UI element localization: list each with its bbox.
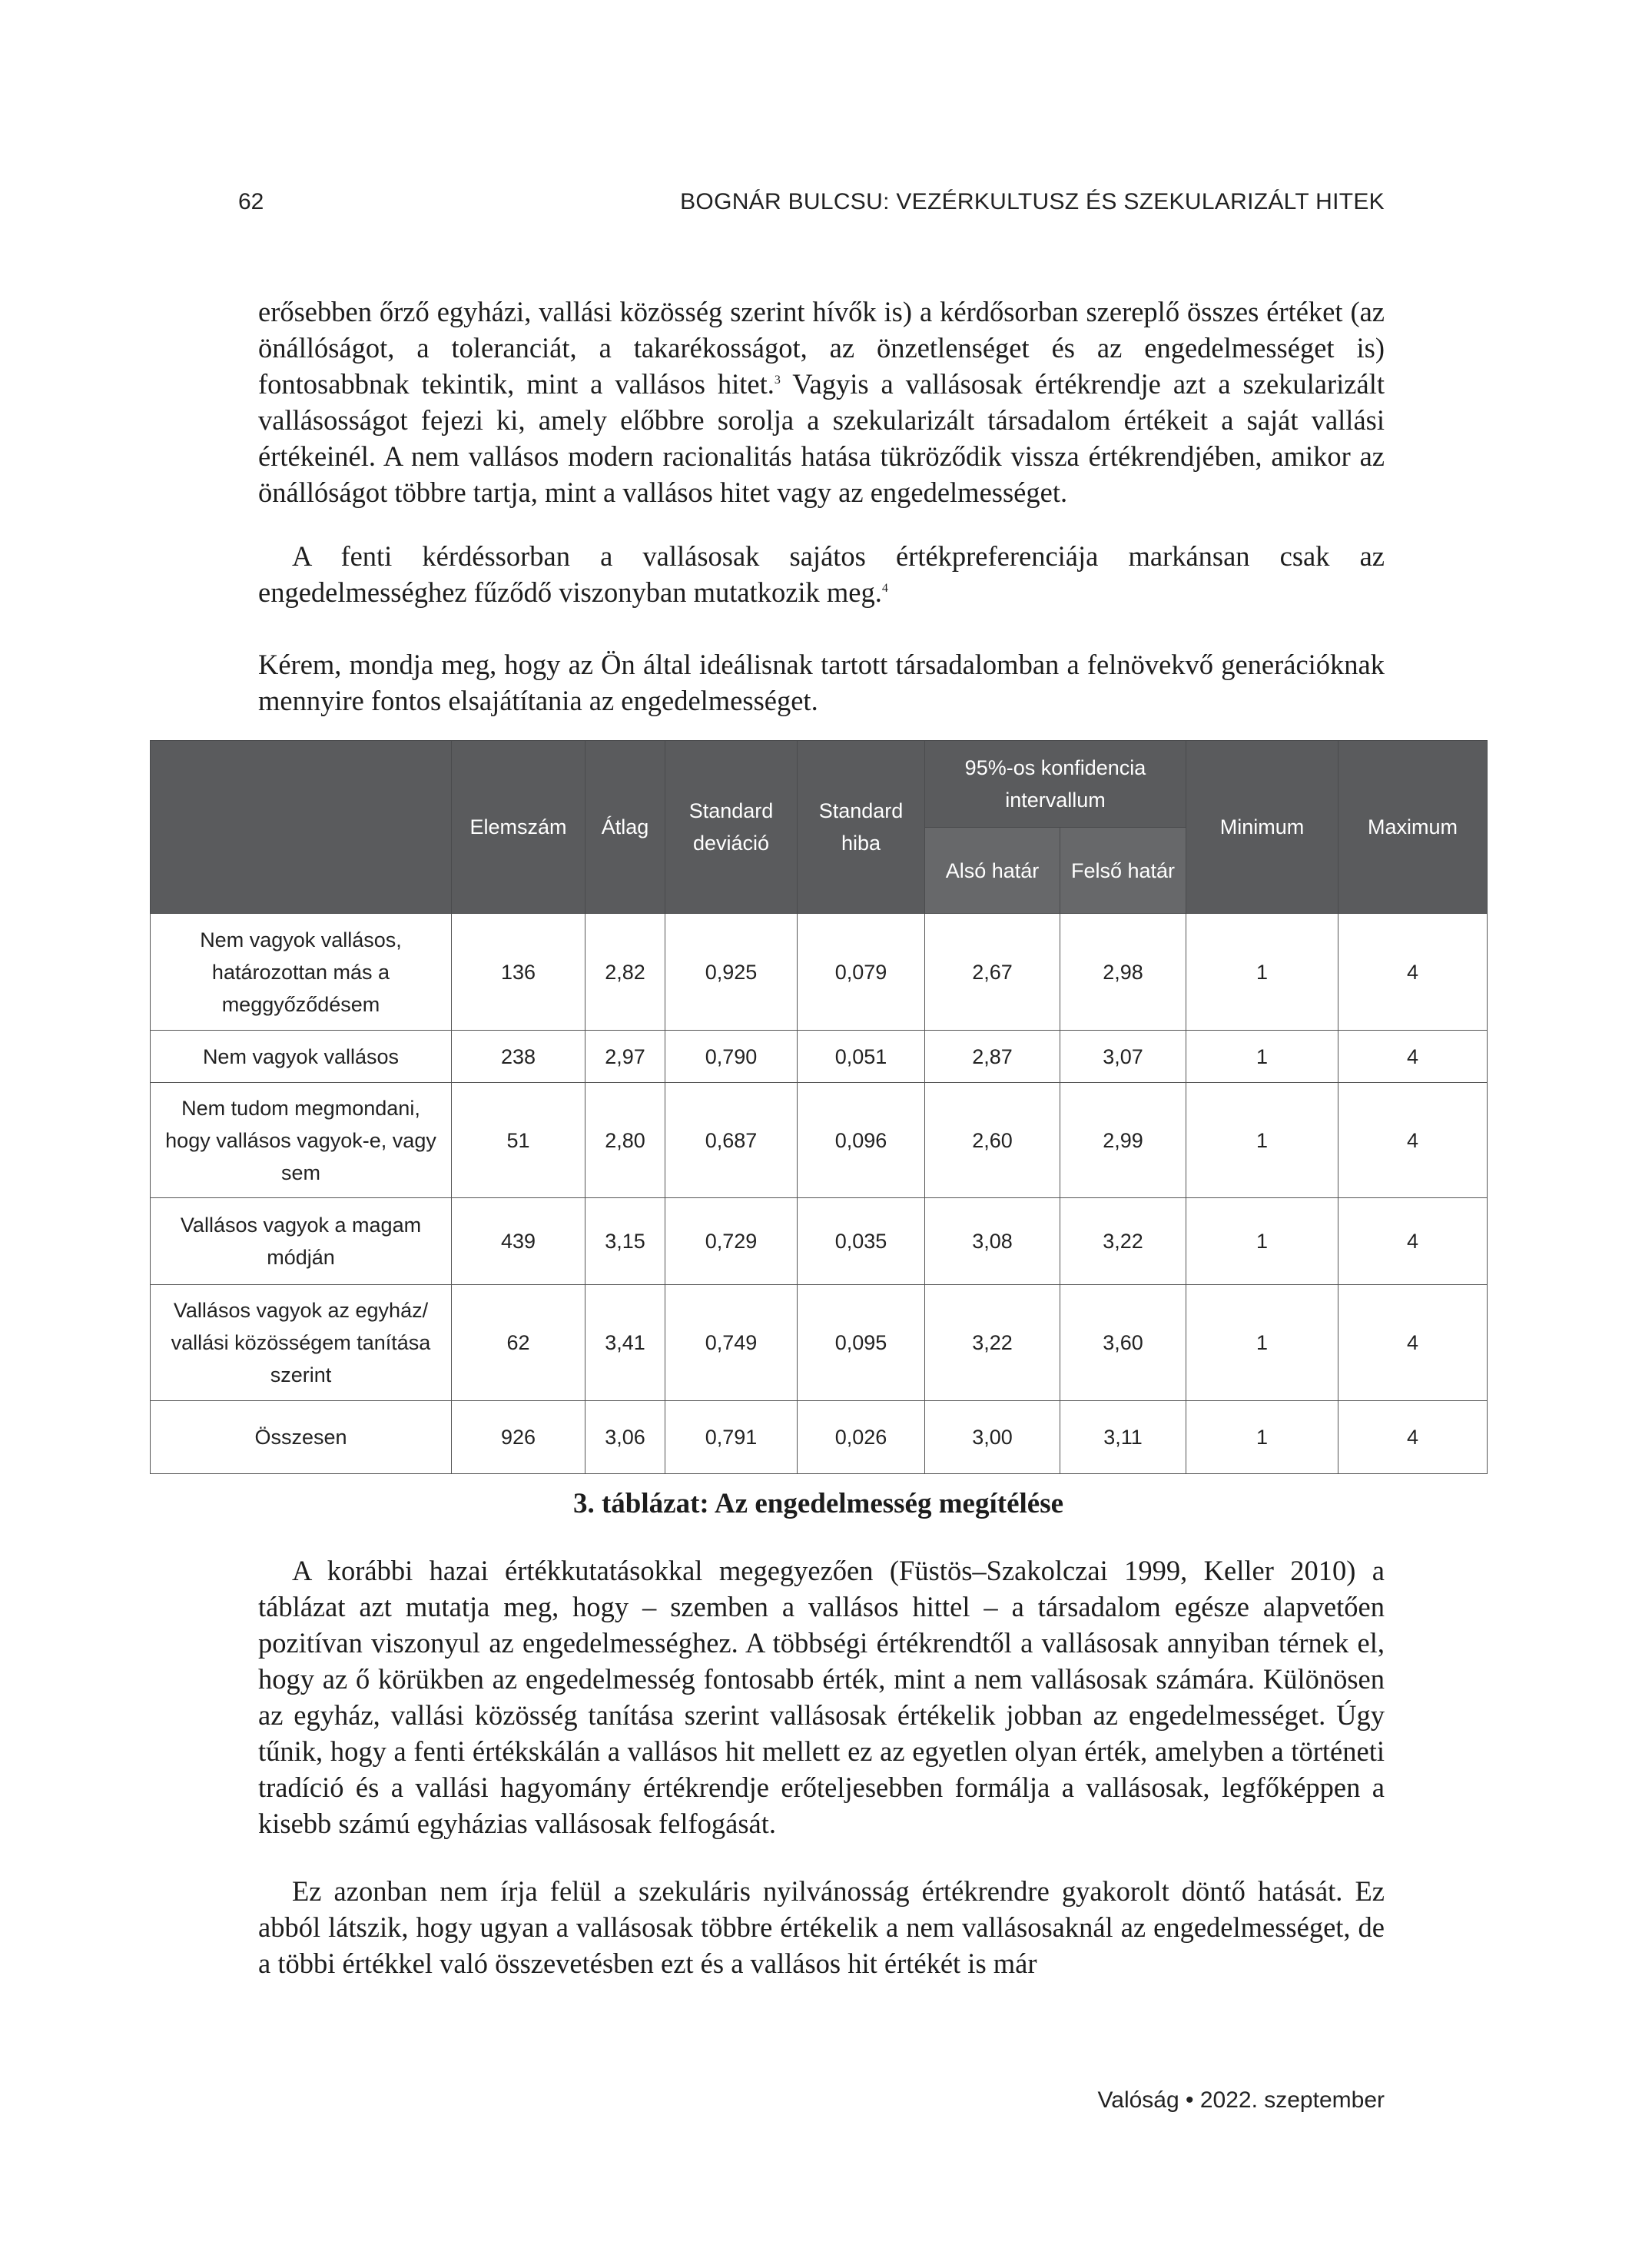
cell-min: 1: [1186, 1285, 1338, 1401]
cell-se: 0,079: [798, 914, 925, 1031]
footnote-ref-3[interactable]: 3: [774, 373, 781, 387]
cell-ci-high: 2,99: [1060, 1083, 1186, 1198]
cell-sd: 0,790: [665, 1031, 798, 1083]
paragraph-secular-influence: Ez azonban nem írja felül a szekuláris nyilvánosság értékrendre gyakorolt döntő hatását. Ez abból látszik, hogy ugyan a vallásosak többre értékelik a nem vallásosaknál az engedelmességet, de a többi értékkel való összevetésben ezt és a vallásos hit értékét is már: [258, 1875, 1385, 1979]
cell-count: 62: [452, 1285, 585, 1401]
row-label: Vallásos vagyok az egyház/ vallási közösségem tanítása szerint: [151, 1285, 452, 1401]
cell-ci-low: 2,60: [925, 1083, 1060, 1198]
row-label: Összesen: [151, 1401, 452, 1474]
cell-count: 136: [452, 914, 585, 1031]
cell-min: 1: [1186, 1083, 1338, 1198]
header-corner: [151, 741, 452, 914]
cell-mean: 2,97: [585, 1031, 665, 1083]
col-header-mean: Átlag: [585, 741, 665, 914]
cell-max: 4: [1338, 1083, 1488, 1198]
cell-max: 4: [1338, 1198, 1488, 1285]
cell-count: 51: [452, 1083, 585, 1198]
col-header-se: Standard hiba: [798, 741, 925, 914]
cell-min: 1: [1186, 914, 1338, 1031]
cell-sd: 0,925: [665, 914, 798, 1031]
table-row: [151, 1198, 1488, 1285]
survey-question: Kérem, mondja meg, hogy az Ön által ideálisnak tartott társadalomban a felnövekvő generációknak mennyire fontos elsajátítania az engedelmességet.: [258, 649, 1385, 716]
cell-mean: 2,82: [585, 914, 665, 1031]
cell-mean: 2,80: [585, 1083, 665, 1198]
table-caption: 3. táblázat: Az engedelmesség megítélése: [572, 1488, 1064, 1519]
cell-min: 1: [1186, 1198, 1338, 1285]
cell-max: 4: [1338, 1031, 1488, 1083]
row-label: Nem vagyok vallásos, határozottan más a meggyőződésem: [151, 914, 452, 1031]
cell-ci-low: 2,67: [925, 914, 1060, 1031]
cell-ci-high: 3,60: [1060, 1285, 1186, 1401]
table-row: [151, 1285, 1488, 1401]
cell-count: 439: [452, 1198, 585, 1285]
cell-sd: 0,749: [665, 1285, 798, 1401]
cell-ci-high: 3,11: [1060, 1401, 1186, 1474]
cell-ci-high: 3,22: [1060, 1198, 1186, 1285]
col-header-ci-high: Felső határ: [1060, 828, 1186, 914]
paragraph-continuation: erősebben őrző egyházi, vallási közösség szerint hívők is) a kérdősorban szereplő összes értéket (az önállóságot, a toleranciát, a takarékosságot, az önzetlenséget és az engedelmességet is) fontosabbnak tekintik, mint a vallásos hitet.$^3$ Vagyis a vallásosak értékrendje azt a szekularizált vallásosságot fejezi ki, amely előbbre sorolja a szekularizált társadalom értékeit a saját vallási értékeinél. A nem vallásos modern racionalitás hatása tükröződik vissza értékrendjében, amikor az önállóságot többre tartja, mint a vallásos hitet vagy az engedelmességet.: [258, 296, 1385, 508]
cell-max: 4: [1338, 1285, 1488, 1401]
cell-ci-high: 2,98: [1060, 914, 1186, 1031]
table-row: [151, 914, 1488, 1031]
cell-max: 4: [1338, 1401, 1488, 1474]
cell-ci-high: 3,07: [1060, 1031, 1186, 1083]
footnote-ref-4[interactable]: 4: [881, 581, 888, 595]
col-header-max: Maximum: [1338, 741, 1488, 914]
row-label: Vallásos vagyok a magam módján: [151, 1198, 452, 1285]
row-label: Nem vagyok vallásos: [151, 1031, 452, 1083]
col-header-min: Minimum: [1186, 741, 1338, 914]
cell-mean: 3,06: [585, 1401, 665, 1474]
page-number: 62: [238, 189, 264, 214]
cell-se: 0,026: [798, 1401, 925, 1474]
cell-max: 4: [1338, 914, 1488, 1031]
obedience-statistics-table: [150, 740, 1488, 1474]
footer-publication: Valóság • 2022. szeptember: [1097, 2087, 1385, 2113]
cell-se: 0,035: [798, 1198, 925, 1285]
cell-ci-low: 3,22: [925, 1285, 1060, 1401]
paragraph-preference: A fenti kérdéssorban a vallásosak sajátos értékpreferenciája markánsan csak az engedelmességhez fűződő viszonyban mutatkozik meg.$^4$: [258, 540, 1385, 608]
running-title: BOGNÁR BULCSU: VEZÉRKULTUSZ ÉS SZEKULARIZÁLT HITEK: [680, 189, 1385, 214]
cell-ci-low: 3,08: [925, 1198, 1060, 1285]
cell-ci-low: 3,00: [925, 1401, 1060, 1474]
table-row: [151, 1031, 1488, 1083]
cell-sd: 0,729: [665, 1198, 798, 1285]
cell-mean: 3,41: [585, 1285, 665, 1401]
paragraph-discussion: A korábbi hazai értékkutatásokkal megegyezően (Füstös–Szakolczai 1999, Keller 2010) a táblázat azt mutatja meg, hogy – szemben a vallásos hittel – a társadalom egésze alapvetően pozitívan viszonyul az engedelmességhez. A többségi értékrendtől a vallásosak annyiban térnek el, hogy az ő körükben az engedelmesség fontosabb érték, mint a nem vallásosak számára. Különösen az egyház, vallási közösség tanítása szerint vallásosak értékelik jobban az engedelmességet. Úgy tűnik, hogy a fenti értékskálán a vallásos hit mellett ez az egyetlen olyan érték, amelyben a történeti tradíció és a vallási hagyomány értékrendje erőteljesebben formálja a vallásosak, legfőképpen a kisebb számú egyházias vallásosak felfogását.: [258, 1555, 1385, 1839]
cell-count: 238: [452, 1031, 585, 1083]
col-header-ci: 95%-os konfidencia intervallum: [925, 741, 1186, 828]
row-label: Nem tudom megmondani, hogy vallásos vagyok-e, vagy sem: [151, 1083, 452, 1198]
cell-sd: 0,791: [665, 1401, 798, 1474]
cell-se: 0,051: [798, 1031, 925, 1083]
table-row: [151, 1083, 1488, 1198]
cell-min: 1: [1186, 1401, 1338, 1474]
cell-ci-low: 2,87: [925, 1031, 1060, 1083]
col-header-sd: Standard deviáció: [665, 741, 798, 914]
table-row-total: [151, 1401, 1488, 1474]
cell-mean: 3,15: [585, 1198, 665, 1285]
cell-se: 0,095: [798, 1285, 925, 1401]
cell-min: 1: [1186, 1031, 1338, 1083]
running-header: [238, 189, 1385, 220]
cell-se: 0,096: [798, 1083, 925, 1198]
cell-sd: 0,687: [665, 1083, 798, 1198]
col-header-ci-low: Alsó határ: [925, 828, 1060, 914]
cell-count: 926: [452, 1401, 585, 1474]
col-header-count: Elemszám: [452, 741, 585, 914]
